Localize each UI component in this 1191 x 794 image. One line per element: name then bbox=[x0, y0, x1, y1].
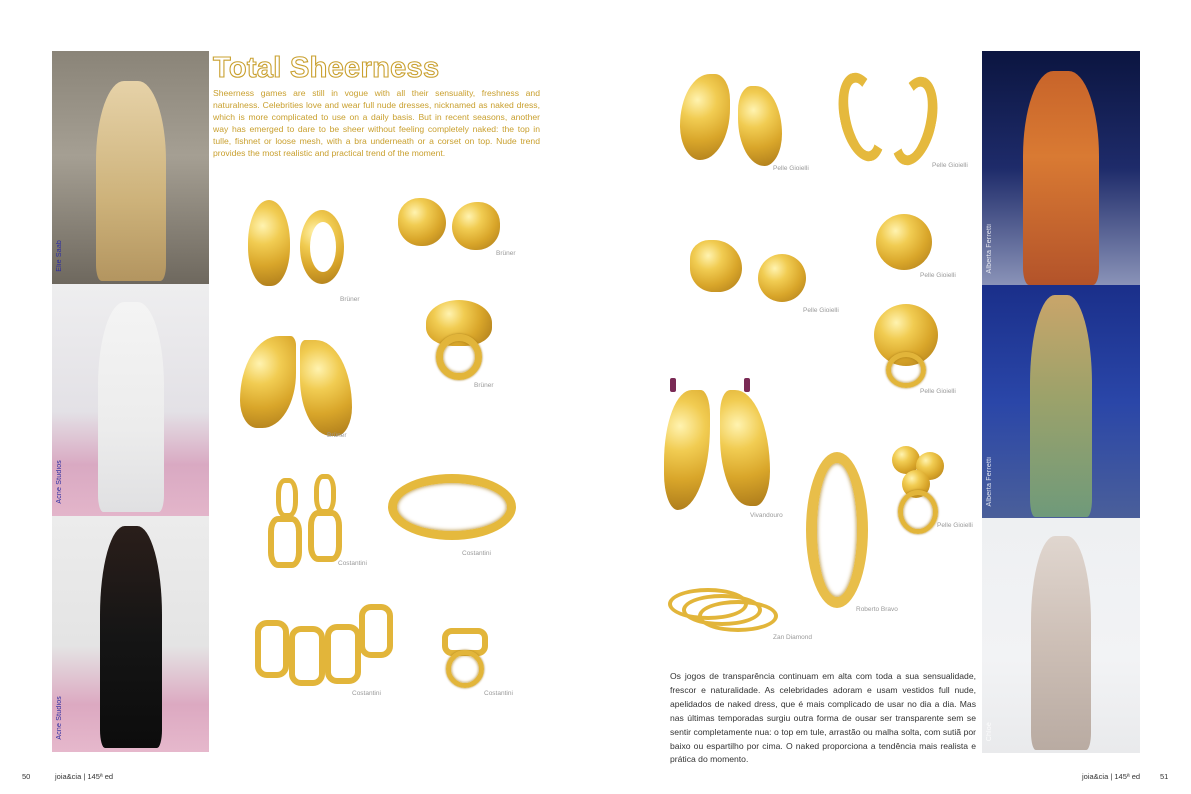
photo-credit: Elie Saab bbox=[56, 240, 63, 272]
article-title: Total Sheerness bbox=[213, 52, 440, 84]
caption: Pelle Gioielli bbox=[937, 522, 973, 529]
caption: Pelle Gioielli bbox=[920, 388, 956, 395]
runway-photo-alberta-ferretti-orange bbox=[982, 51, 1140, 285]
jewel-ring-costantini bbox=[440, 628, 490, 690]
jewel-leaf-earrings-vivandouro bbox=[664, 378, 774, 518]
runway-photo-chloe bbox=[982, 518, 1140, 753]
caption: Brüner bbox=[474, 382, 494, 389]
photo-credit: Acne Studios bbox=[56, 696, 63, 740]
jewel-round-ring-pelle bbox=[872, 304, 942, 390]
photo-credit: Chloé bbox=[986, 721, 993, 741]
caption: Roberto Bravo bbox=[856, 606, 898, 613]
caption: Costantini bbox=[352, 690, 381, 697]
photo-credit: Acne Studios bbox=[56, 460, 63, 504]
page-number-right: 51 bbox=[1160, 772, 1169, 781]
jewel-hoops-pelle bbox=[840, 72, 950, 168]
jewel-earrings-bruner-wing bbox=[240, 330, 360, 440]
magazine-issue-right: joia&cia | 145ª ed bbox=[1082, 772, 1141, 781]
caption: Pelle Gioielli bbox=[803, 307, 839, 314]
caption: Pelle Gioielli bbox=[932, 162, 968, 169]
caption: Vivandouro bbox=[750, 512, 783, 519]
runway-photo-acne-studios-white bbox=[52, 284, 209, 516]
runway-photo-alberta-ferretti-green bbox=[982, 285, 1140, 518]
photo-credit: Alberta Ferretti bbox=[986, 456, 993, 506]
magazine-issue-left: joia&cia | 145ª ed bbox=[55, 772, 114, 781]
jewel-bangle-costantini bbox=[388, 474, 516, 544]
jewel-earrings-bruner-flower bbox=[398, 196, 508, 266]
jewel-bracelet-costantini bbox=[255, 600, 395, 700]
intro-paragraph-portuguese: Os jogos de transparência continuam em alta com toda a sua sensualidade, frescor e naturalidade. As celebridades adoram e usam vestidos full nude, apelidados de naked dress, que é mais complicado de usar no dia a dia. Mas nas últimas temporadas surgiu outra forma de ousar ser transparente sem se sentir completamente nua: o top em tule, arrastão ou malha solta, com sutiã por baixo ou espartilho por cima. O naked proporciona a tendência mais realista e prática do momento. bbox=[670, 671, 976, 765]
caption: Pelle Gioielli bbox=[773, 165, 809, 172]
jewel-earrings-bruner-teardrop bbox=[248, 198, 368, 298]
jewel-cuff-earrings-pelle bbox=[690, 236, 810, 310]
jewel-earrings-pelle-swirl bbox=[680, 70, 790, 170]
caption: Pelle Gioielli bbox=[920, 272, 956, 279]
runway-photo-elie-saab bbox=[52, 51, 209, 284]
jewel-ring-bruner bbox=[420, 300, 500, 390]
caption: Costantini bbox=[484, 690, 513, 697]
jewel-bangle-roberto-bravo bbox=[806, 452, 872, 612]
photo-credit: Alberta Ferretti bbox=[986, 223, 993, 273]
page-number-left: 50 bbox=[22, 772, 31, 781]
runway-photo-acne-studios-black bbox=[52, 516, 209, 752]
intro-paragraph-english: Sheerness games are still in vogue with all their sensuality, freshness and naturalness. Celebrities love and wear full nude dresses, nicknamed as naked dress, which is more complicated to use on a daily basis. But in recent seasons, another way has emerged to dare to be sheer without feeling completely naked: the top in tulle, fishnet or loose mesh, with a bra underneath or a corset on top. Nude trend provides the most realistic and practical trend of the moment. bbox=[213, 88, 540, 159]
caption: Brüner bbox=[327, 432, 347, 439]
caption: Zan Diamond bbox=[773, 634, 813, 641]
jewel-earrings-costantini bbox=[264, 472, 344, 582]
jewel-stack-rings-zan-diamond bbox=[668, 588, 784, 636]
caption: Costantini bbox=[462, 550, 491, 557]
jewel-dome-ring-pelle bbox=[876, 214, 936, 276]
caption: Costantini bbox=[338, 560, 367, 567]
caption: Brüner bbox=[340, 296, 360, 303]
caption: Brüner bbox=[496, 250, 516, 257]
